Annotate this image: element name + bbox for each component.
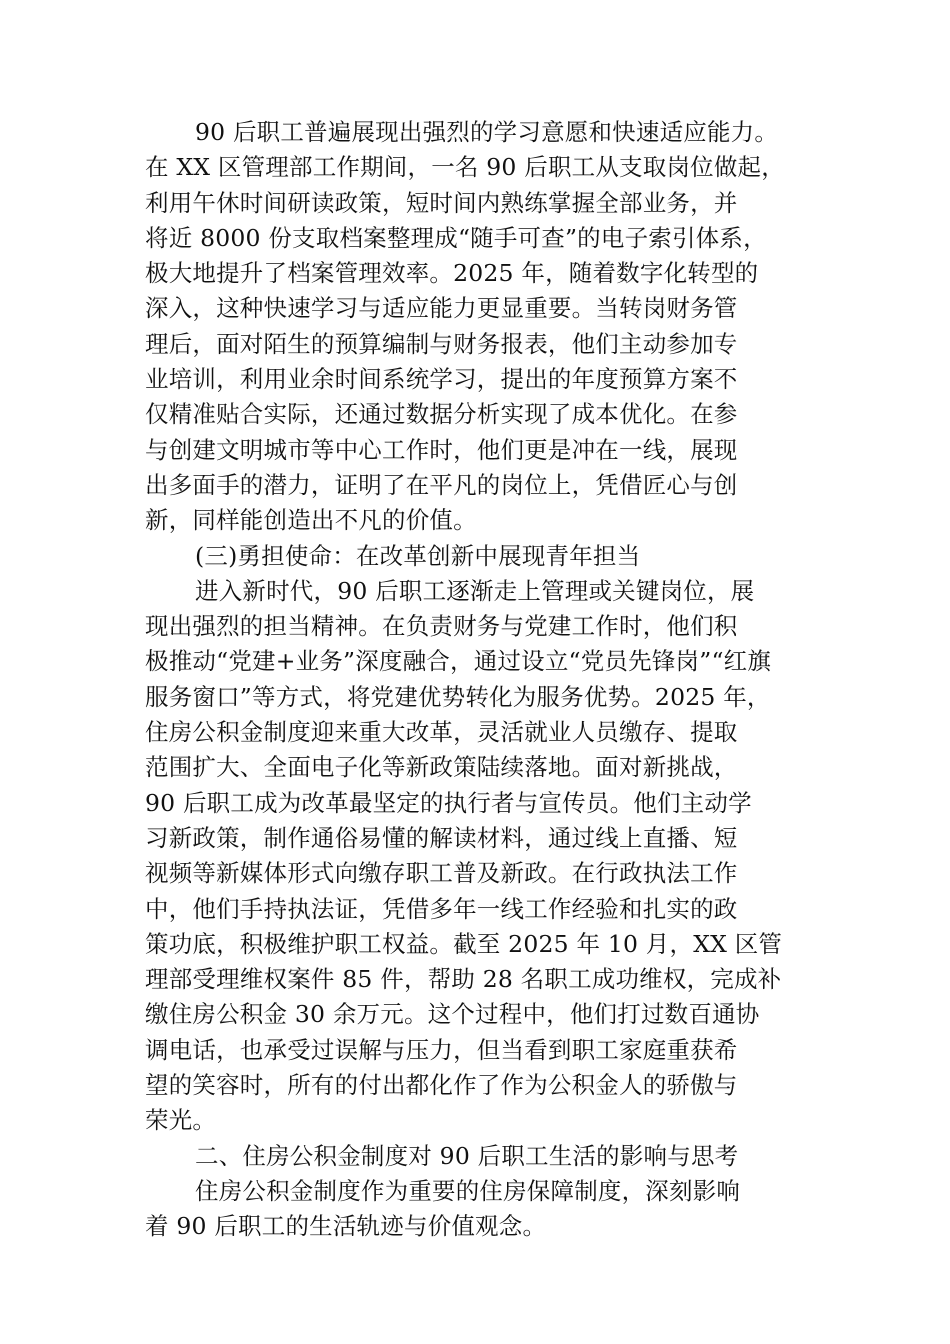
paragraph-line: 习新政策，制作通俗易懂的解读材料，通过线上直播、短: [145, 823, 738, 852]
paragraph-line: 进入新时代，90 后职工逐渐走上管理或关键岗位，展: [195, 576, 755, 605]
paragraph-line: 望的笑容时，所有的付出都化作了作为公积金人的骄傲与: [145, 1071, 738, 1100]
paragraph-line: 荣光。: [145, 1106, 217, 1135]
paragraph-line: 调电话，也承受过误解与压力，但当看到职工家庭重获希: [145, 1035, 738, 1064]
paragraph-line: 现出强烈的担当精神。在负责财务与党建工作时，他们积: [145, 612, 738, 641]
paragraph-line: 住房公积金制度作为重要的住房保障制度，深刻影响: [195, 1176, 741, 1205]
paragraph-line: 范围扩大、全面电子化等新政策陆续落地。面对新挑战，: [145, 753, 738, 782]
paragraph-line: 理后，面对陌生的预算编制与财务报表，他们主动参加专: [145, 329, 738, 358]
paragraph-line: 出多面手的潜力，证明了在平凡的岗位上，凭借匠心与创: [145, 470, 738, 499]
paragraph-line: 90 后职工普遍展现出强烈的学习意愿和快速适应能力。: [195, 118, 779, 146]
paragraph-line: 将近 8000 份支取档案整理成“随手可查”的电子索引体系，: [145, 223, 767, 252]
document-page: [145, 115, 825, 1245]
paragraph-line: 住房公积金制度迎来重大改革，灵活就业人员缴存、提取: [145, 718, 738, 747]
paragraph-line: 理部受理维权案件 85 件，帮助 28 名职工成功维权，完成补: [145, 965, 782, 994]
paragraph-line: 在 XX 区管理部工作期间，一名 90 后职工从支取岗位做起，: [145, 153, 785, 182]
paragraph-line: 着 90 后职工的生活轨迹与价值观念。: [145, 1212, 547, 1241]
paragraph-line: 新，同样能创造出不凡的价值。: [145, 506, 477, 535]
section-heading: (三)勇担使命：在改革创新中展现青年担当: [195, 541, 641, 570]
section-heading: 二、住房公积金制度对 90 后职工生活的影响与思考: [195, 1141, 739, 1170]
paragraph-line: 仅精准贴合实际，还通过数据分析实现了成本优化。在参: [145, 400, 738, 429]
paragraph-line: 90 后职工成为改革最坚定的执行者与宣传员。他们主动学: [145, 788, 752, 817]
paragraph-line: 极大地提升了档案管理效率。2025 年，随着数字化转型的: [145, 259, 759, 288]
paragraph-line: 服务窗口”等方式，将党建优势转化为服务优势。2025 年，: [145, 682, 771, 711]
paragraph-line: 中，他们手持执法证，凭借多年一线工作经验和扎实的政: [145, 894, 738, 923]
paragraph-line: 与创建文明城市等中心工作时，他们更是冲在一线，展现: [145, 435, 738, 464]
paragraph-line: 策功底，积极维护职工权益。截至 2025 年 10 月，XX 区管: [145, 929, 783, 958]
paragraph-line: 业培训，利用业余时间系统学习，提出的年度预算方案不: [145, 365, 738, 394]
paragraph-line: 缴住房公积金 30 余万元。这个过程中，他们打过数百通协: [145, 1000, 760, 1029]
paragraph-line: 深入，这种快速学习与适应能力更显重要。当转岗财务管: [145, 294, 738, 323]
paragraph-line: 利用午休时间研读政策，短时间内熟练掌握全部业务，并: [145, 188, 738, 217]
paragraph-line: 极推动“党建+业务”深度融合，通过设立“党员先锋岗”“红旗: [145, 647, 772, 676]
paragraph-line: 视频等新媒体形式向缴存职工普及新政。在行政执法工作: [145, 859, 738, 888]
